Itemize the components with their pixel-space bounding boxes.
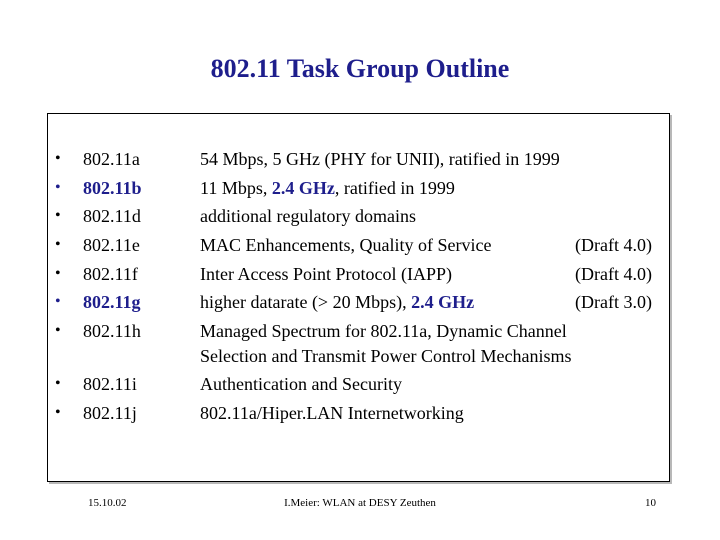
description-text: , ratified in 1999	[334, 178, 455, 198]
frequency-highlight: 2.4 GHz	[411, 292, 475, 312]
draft-status: (Draft 4.0)	[575, 264, 652, 284]
bullet: •	[55, 207, 61, 224]
list-item-802-11f	[0, 260, 720, 288]
draft-status: (Draft 4.0)	[575, 235, 652, 255]
task-group-code: 802.11e	[83, 235, 140, 255]
task-group-code: 802.11b	[83, 178, 142, 198]
list-item-802-11h-continuation	[0, 342, 720, 370]
task-group-code: 802.11g	[83, 292, 141, 312]
list-item-802-11g	[0, 288, 720, 316]
task-group-code: 802.11f	[83, 264, 138, 284]
task-group-description	[200, 288, 474, 316]
footer-author: I.Meier: WLAN at DESY Zeuthen	[284, 497, 436, 509]
bullet: •	[55, 404, 61, 421]
page-number: 10	[645, 497, 656, 509]
list-item-802-11a	[0, 145, 720, 173]
task-group-description-continued: Selection and Transmit Power Control Mechanisms	[200, 346, 572, 366]
list-item-802-11d	[0, 202, 720, 230]
frequency-highlight: 2.4 GHz	[271, 178, 335, 198]
task-group-description	[200, 174, 455, 202]
list-item-802-11i	[0, 370, 720, 398]
list-item-802-11j	[0, 399, 720, 427]
task-group-code: 802.11h	[83, 321, 141, 341]
task-group-description: 54 Mbps, 5 GHz (PHY for UNII), ratified in 1999	[200, 149, 560, 169]
task-group-code: 802.11j	[83, 403, 137, 423]
task-group-description: Authentication and Security	[200, 374, 402, 394]
bullet: •	[55, 265, 61, 282]
task-group-code: 802.11d	[83, 206, 141, 226]
bullet: •	[55, 375, 61, 392]
list-item-802-11b	[0, 174, 720, 202]
slide-title: 802.11 Task Group Outline	[210, 54, 510, 83]
description-text: 11 Mbps,	[200, 178, 272, 198]
bullet: •	[55, 293, 61, 310]
bullet: •	[55, 322, 61, 339]
bullet: •	[55, 236, 61, 253]
list-item-802-11e	[0, 231, 720, 259]
task-group-description: Managed Spectrum for 802.11a, Dynamic Channel	[200, 321, 567, 341]
footer-date: 15.10.02	[88, 497, 127, 509]
task-group-description: additional regulatory domains	[200, 206, 416, 226]
task-group-description: Inter Access Point Protocol (IAPP)	[200, 264, 452, 284]
task-group-code: 802.11i	[83, 374, 137, 394]
task-group-description: MAC Enhancements, Quality of Service	[200, 235, 492, 255]
list-item-802-11h	[0, 317, 720, 345]
task-group-code: 802.11a	[83, 149, 140, 169]
description-text: higher datarate (> 20 Mbps),	[200, 292, 412, 312]
draft-status: (Draft 3.0)	[575, 292, 652, 312]
task-group-description: 802.11a/Hiper.LAN Internetworking	[200, 403, 464, 423]
bullet: •	[55, 179, 61, 196]
bullet: •	[55, 150, 61, 167]
